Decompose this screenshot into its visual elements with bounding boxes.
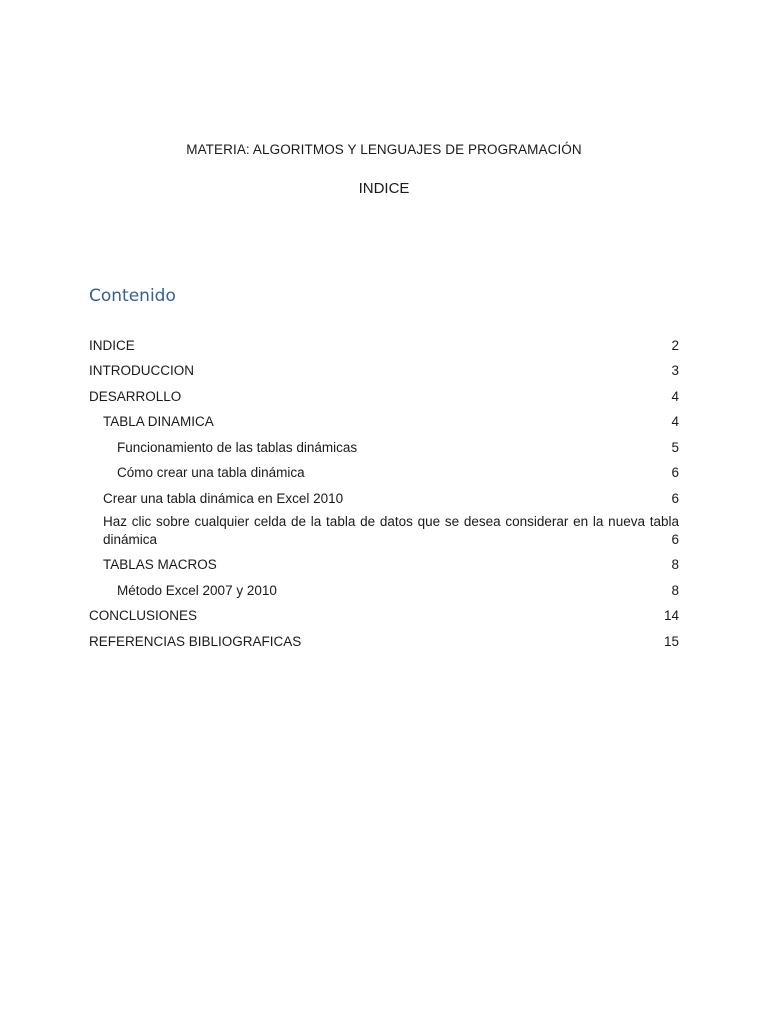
toc-entry-label: TABLA DINAMICA <box>103 414 214 429</box>
toc-entry-label: CONCLUSIONES <box>89 608 198 623</box>
toc-entry-page: 6 <box>671 531 679 547</box>
toc-entry-page: 15 <box>663 633 679 649</box>
toc-entry-introduccion[interactable] <box>89 355 679 381</box>
toc-entry-metodo-excel[interactable] <box>89 574 679 600</box>
toc-entry-page: 5 <box>671 439 679 455</box>
toc-entry-label: Cómo crear una tabla dinámica <box>117 465 305 480</box>
toc-entry-tabla-dinamica[interactable] <box>89 406 679 432</box>
toc-entry-page: 4 <box>671 388 679 404</box>
toc-entry-tablas-macros[interactable] <box>89 549 679 575</box>
document-title: INDICE <box>358 180 410 197</box>
toc-entry-desarrollo[interactable] <box>89 380 679 406</box>
toc-entry-page: 8 <box>671 582 679 598</box>
toc-entry-page: 4 <box>671 414 679 429</box>
toc-heading: Contenido <box>89 286 176 306</box>
toc-entry-haz-clic[interactable] <box>89 508 679 549</box>
toc-entry-label: Funcionamiento de las tablas dinámicas <box>117 439 358 455</box>
toc-entry-page: 3 <box>671 363 679 378</box>
toc-entry-label: TABLAS MACROS <box>103 557 217 572</box>
toc-entry-label-line2: dinámica <box>103 531 158 547</box>
toc-entry-page: 2 <box>671 337 679 353</box>
toc-entry-label-line1: Haz clic sobre cualquier celda de la tabla de datos que se desea considerar en la nueva tabla <box>103 513 679 529</box>
toc-entry-crear-excel-2010[interactable] <box>89 482 679 508</box>
toc-entry-funcionamiento[interactable] <box>89 431 679 457</box>
subject-line: MATERIA: ALGORITMOS Y LENGUAJES DE PROGRAMACIÓN <box>186 142 582 157</box>
toc-entry-label: Método Excel 2007 y 2010 <box>117 582 277 598</box>
toc-entry-label: INTRODUCCION <box>89 363 194 378</box>
toc-entry-page: 6 <box>671 465 679 480</box>
toc-entry-referencias[interactable] <box>89 625 679 651</box>
toc-entry-page: 6 <box>671 490 679 506</box>
toc-entry-page: 8 <box>671 557 679 572</box>
toc-entry-label: REFERENCIAS BIBLIOGRAFICAS <box>89 633 302 649</box>
toc-entry-page: 14 <box>663 608 679 623</box>
toc-entry-como-crear[interactable] <box>89 457 679 483</box>
toc-entry-label: INDICE <box>89 337 135 353</box>
toc-entry-conclusiones[interactable] <box>89 600 679 626</box>
toc-entry-indice[interactable] <box>89 329 679 355</box>
toc-entry-label: Crear una tabla dinámica en Excel 2010 <box>103 490 344 506</box>
toc-entry-line2 <box>103 531 679 549</box>
table-of-contents <box>89 329 679 651</box>
toc-entry-label: DESARROLLO <box>89 388 182 404</box>
